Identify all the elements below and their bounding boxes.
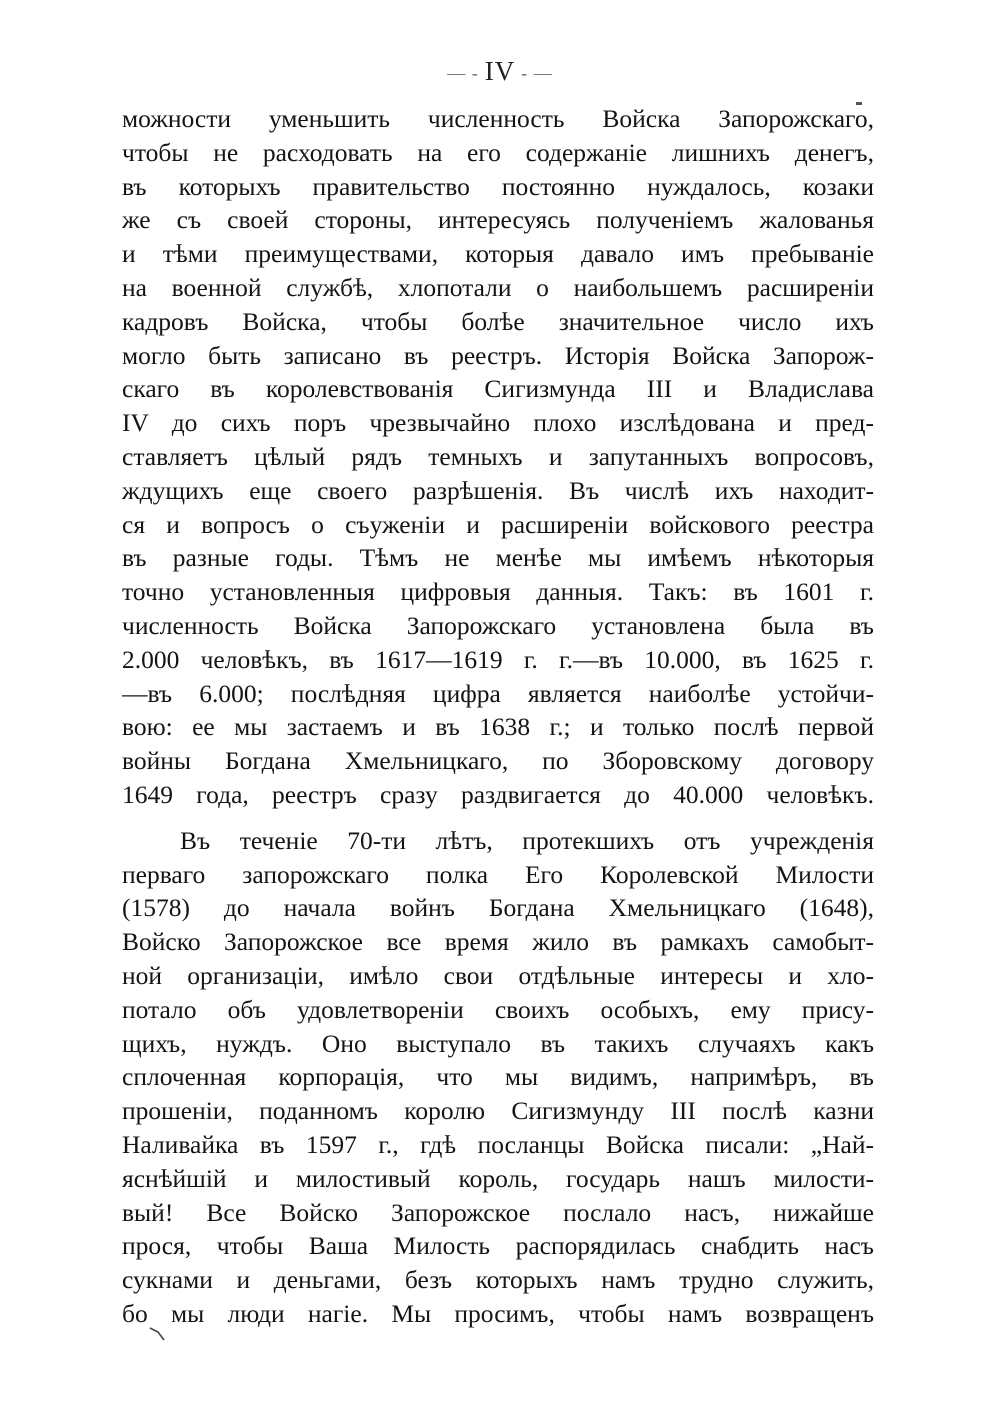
text-line: могло быть записано въ реестръ. Исторія Войска Запорож- [122,340,874,370]
text-line: точно установленныя цифровыя данныя. Такъ: въ 1601 г. [122,577,874,607]
text-line: ставляетъ цѣлый рядъ темныхъ и запутанныхъ вопросовъ, [122,441,874,471]
text-line: и тѣми преимуществами, которыя давало имъ пребываніе [122,239,874,269]
ink-mark [148,1326,168,1342]
text-line: (1578) до начала войнъ Богдана Хмельницкаго (1648), [122,893,874,923]
text-line: скаго въ королевствованія Сигизмунда III и Владислава [122,374,874,404]
text-line: прося, чтобы Ваша Милость распорядилась снабдить насъ [122,1231,874,1261]
text-line: вый! Все Войско Запорожское послало насъ, нижайше [122,1197,874,1227]
page-number-header [0,56,1000,87]
text-line: численность Войска Запорожскаго установлена была въ [122,610,874,640]
text-line: Наливайка въ 1597 г., гдѣ посланцы Войска писали: „Най- [122,1129,874,1159]
paragraph-gap [122,812,874,824]
paragraph-2 [122,824,874,1331]
text-line: сплоченная корпорація, что мы видимъ, напримѣръ, въ [122,1062,874,1092]
text-line: въ которыхъ правительство постоянно нуждалось, козаки [122,171,874,201]
text-line: 1649 года, реестръ сразу раздвигается до 40.000 человѣкъ. [122,779,874,809]
page-number: IV [484,56,516,86]
paragraph-1 [122,102,874,812]
text-line: вою: ее мы застаемъ и въ 1638 г.; и только послѣ первой [122,712,874,742]
text-line: на военной службѣ, хлопотали о наибольшемъ расширеніи [122,272,874,302]
text-line: —въ 6.000; послѣдняя цифра является наиболѣе устойчи- [122,678,874,708]
text-line: Въ теченіе 70-ти лѣтъ, протекшихъ отъ учрежденія [180,825,874,855]
text-line: можности уменьшить численность Войска Запорожскаго, [122,104,874,133]
text-line: IV до сихъ поръ чрезвычайно плохо изслѣдована и пред- [122,408,874,438]
dash-left: — - [447,63,479,84]
text-line: чтобы не расходовать на его содержаніе лишнихъ денегъ, [122,137,874,167]
text-line: щихъ, нуждъ. Оно выступало въ такихъ случаяхъ какъ [122,1028,874,1058]
text-line: кадровъ Войска, чтобы болѣе значительное число ихъ [122,306,874,336]
text-line: въ разные годы. Тѣмъ не менѣе мы имѣемъ нѣкоторыя [122,543,874,573]
text-line: войны Богдана Хмельницкаго, по Зборовскому договору [122,746,874,776]
text-line: ся и вопросъ о съуженіи и расширеніи войскового реестра [122,509,874,539]
text-line: сукнами и деньгами, безъ которыхъ намъ трудно служить, [122,1265,874,1295]
text-line: 2.000 человѣкъ, въ 1617—1619 г. г.—въ 10.000, въ 1625 г. [122,644,874,674]
text-line: же съ своей стороны, интересуясь полученіемъ жалованья [122,205,874,235]
text-line: яснѣйшій и милостивый король, государь нашъ милости- [122,1163,874,1193]
text-line: ждущихъ еще своего разрѣшенія. Въ числѣ ихъ находит- [122,475,874,505]
text-line: перваго запорожскаго полка Его Королевской Милости [122,859,874,889]
body-text [122,102,874,1331]
text-line: прошеніи, поданномъ королю Сигизмунду III послѣ казни [122,1096,874,1126]
text-line: потало объ удовлетвореніи своихъ особыхъ, ему прису- [122,994,874,1024]
text-line: ной организаціи, имѣло свои отдѣльные интересы и хло- [122,960,874,990]
text-line: Войско Запорожское все время жило въ рамкахъ самобыт- [122,927,874,957]
dash-right: - — [521,63,553,84]
text-line: бо мы люди нагіе. Мы просимъ, чтобы намъ возвращенъ [122,1298,874,1328]
